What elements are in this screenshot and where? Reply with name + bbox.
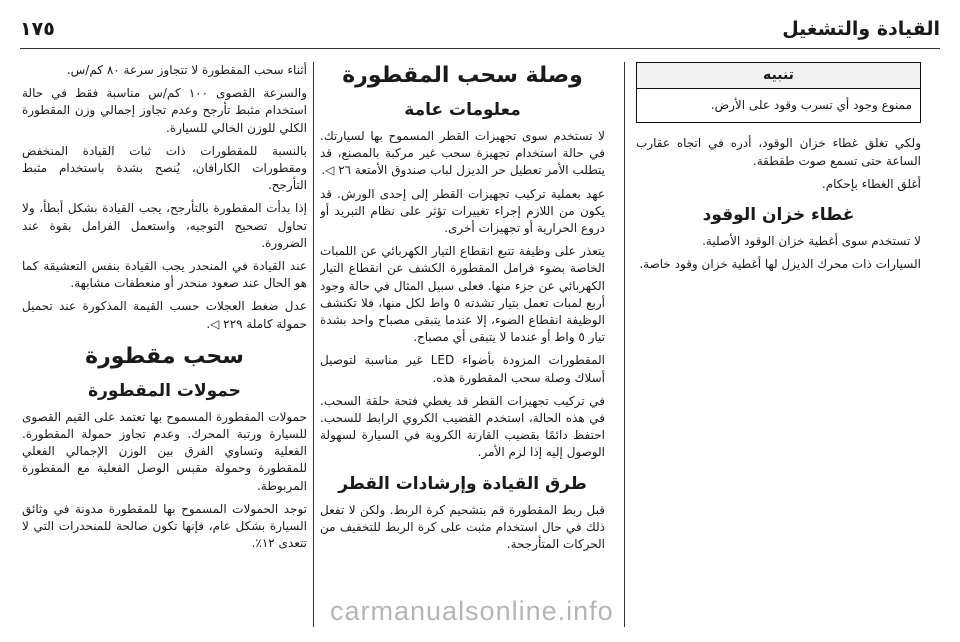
column-divider	[313, 62, 314, 627]
page-number: ١٧٥	[20, 18, 55, 40]
subheading-general-info: معلومات عامة	[404, 100, 521, 120]
paragraph: في تركيب تجهيزات القطر قد يغطي فتحة حلقة السحب. في هذه الحالة، استخدم القضيب الكروي الرابط للسحب. احتفظ دائمًا بقضيب القارنة الكروية في السيارة لسهولة الوصول إليه إذا لزم الأمر.	[320, 393, 605, 460]
notice-title: تنبيه	[637, 63, 920, 89]
paragraph: بالنسبة للمقطورات ذات ثبات القيادة المنخفض ومقطورات الكارافان، يُنصح بشدة باستخدام مثبط التأرجح.	[22, 143, 307, 193]
subheading-fuel-cap: غطاء خزان الوقود	[702, 205, 855, 226]
section-title-tow-hitch: وصلة سحب المقطورة	[342, 63, 583, 88]
notice-box	[636, 62, 921, 123]
column-left	[22, 62, 307, 627]
subheading-trailer-loads: حمولات المقطورة	[88, 380, 241, 401]
paragraph: لا تستخدم سوى تجهيزات القطر المسموح بها لسيارتك. في حالة استخدام تجهيزة سحب غير مركبة بالمصنع، قد يتطلب الأمر تعطيل حر الديزل لباب صندوق الأمتعة ٢٦ ◁.	[320, 129, 605, 178]
section-title-towing: سحب مقطورة	[85, 343, 244, 369]
column-middle	[320, 62, 605, 627]
watermark: carmanualsonline.info	[330, 596, 614, 626]
notice-text: ممنوع وجود أي تسرب وقود على الأرض.	[710, 98, 912, 113]
paragraph: ولكي تغلق غطاء خزان الوقود، أدره في اتجاه عقارب الساعة حتى تسمع صوت طقطقة.	[636, 136, 921, 168]
paragraph: إذا بدأت المقطورة بالتأرجح، يجب القيادة بشكل أبطأ، ولا تحاول تصحيح التوجيه، واستعمل الفرامل بقوة عند الضرورة.	[22, 201, 307, 250]
header-divider	[20, 48, 940, 49]
column-right	[636, 62, 921, 627]
paragraph: أثناء سحب المقطورة لا تتجاوز سرعة ٨٠ كم/س.	[66, 63, 307, 77]
column-divider	[624, 62, 625, 627]
page-header	[20, 14, 940, 44]
paragraph: المقطورات المزودة بأضواء LED غير مناسبة لتوصيل أسلاك وصلة سحب المقطورة هذه.	[320, 353, 605, 385]
paragraph: السيارات ذات محرك الديزل لها أغطية خزان وقود خاصة.	[639, 257, 921, 272]
paragraph: يتعذر على وظيفة تتبع انقطاع التيار الكهربائي عن اللمبات الخاصة بضوء فرامل المقطورة الكشف عن انقطاع التيار الكهربائي عن جزء منها. فعلى سبيل المثال في حالة وجود أربع لمبات تعمل بتيار تشدته ٥ واط لكل منها، فلا تكتشف الوظيفة انقطاع الضوء، إلا عندما يتبقى مصباح واحد بشدة تيار ٥ واط أو عندما لا يتبقى أي مصباح.	[320, 244, 605, 345]
paragraph: عدل ضغط العجلات حسب القيمة المذكورة عند تحميل حمولة كاملة ٢٢٩ ◁.	[22, 299, 307, 331]
paragraph: عند القيادة في المنحدر يجب القيادة بنفس التعشيقة كما هو الحال عند صعود منحدر أو منعطفات مشابهة.	[22, 259, 307, 291]
paragraph: أغلق الغطاء بإحكام.	[821, 176, 921, 191]
paragraph: توجد الحمولات المسموح بها للمقطورة مدونة في وثائق السيارة بشكل عام، فإنها تكون صالحة للمنحدرات التي لا تتعدى ١٢٪.	[22, 501, 307, 551]
paragraph: لا تستخدم سوى أغطية خزان الوقود الأصلية.	[702, 234, 921, 249]
paragraph: عهد بعملية تركيب تجهيزات القطر إلى إحدى الورش. قد يكون من اللازم إجراء تغييرات تؤثر على نظام التبريد أو دروع الحرارية أو تجهيزات أخرى.	[320, 186, 605, 236]
paragraph: حمولات المقطورة المسموح بها تعتمد على القيم القصوى للسيارة ورتبة المحرك. وعدم تجاوز حمولة المقطورة. الفعلية وتساوي الفرق بين الوزن الإجمالي الفعلي للمقطورة وحمولة مقبس الوصل الفعلية مع المقطورة المربوطة.	[22, 409, 307, 493]
chapter-title: القيادة والتشغيل	[782, 18, 940, 40]
paragraph: قبل ربط المقطورة قم بتشحيم كرة الربط. ولكن لا تفعل ذلك في حال استخدام مثبت على كرة الربط للتخفيف من الحركات المتأرجحة.	[320, 502, 605, 552]
paragraph: والسرعة القصوى ١٠٠ كم/س مناسبة فقط في حالة استخدام مثبط تأرجح وعدم تجاوز إجمالي وزن المقطورة الكلي للوزن الخالي للسيارة.	[22, 86, 307, 135]
subheading-driving-towing: طرق القيادة وإرشادات القطر	[338, 473, 587, 494]
